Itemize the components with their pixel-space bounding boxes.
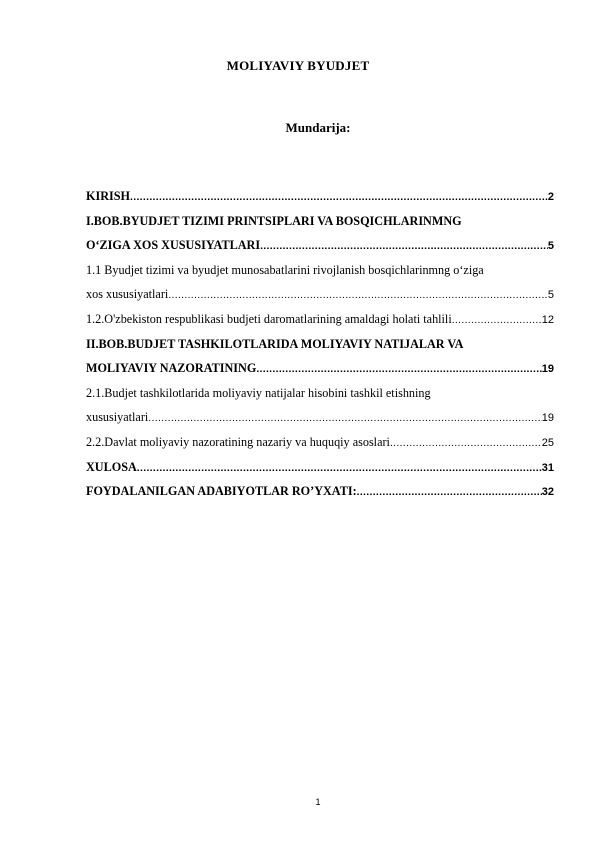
dot-leader [137,456,542,481]
toc-entry-text: FOYDALANILGAN ADABIYOTLAR RO’YXATI: [86,484,357,499]
toc-entry[interactable] [86,258,554,307]
toc-page-number: 12 [541,313,554,326]
toc-entry-text: II.BOB.BUDJET TASHKILOTLARIDA MOLIYAVIY NATIJALAR VA [86,336,464,351]
toc-entry-text: xususiyatlari [86,410,149,425]
dot-leader [452,308,542,333]
dot-leader [130,185,548,210]
toc-page-number: 25 [541,436,554,449]
toc-entry-text: 2.1.Budjet tashkilotlarida moliyaviy natijalar hisobini tashkil etishning [86,385,431,400]
toc-page-number: 5 [547,289,554,302]
dot-leader [260,234,548,259]
toc-entry[interactable] [86,332,554,381]
dot-leader [390,431,542,456]
toc-entry[interactable] [86,381,554,430]
toc-entry[interactable] [86,209,554,258]
toc-page-number: 32 [541,486,554,499]
dot-leader [148,406,541,431]
toc-entry-text: 1.1 Byudjet tizimi va byudjet munosabatlarini rivojlanish bosqichlarinmng o‘ziga [86,262,484,277]
toc-page-number: 5 [547,240,554,253]
toc-page-number: 2 [547,191,554,203]
toc-entry-text: 2.2.Davlat moliyaviy nazoratining nazariy va huquqiy asoslari [86,434,390,449]
toc-entry-text: MOLIYAVIY NAZORATINING [86,361,257,376]
toc-heading: Mundarija: [285,120,351,135]
toc-entry[interactable] [86,479,554,504]
toc-entry-text: 1.2.O'zbekiston respublikasi budjeti daromatlarining amaldagi holati tahlili [86,311,452,326]
dot-leader [357,480,542,505]
toc-entry-text: XULOSA [86,459,137,474]
toc-entry-text: O‘ZIGA XOS XUSUSIYATLARI [86,238,261,253]
toc-entry[interactable] [86,430,554,455]
dot-leader [168,283,548,308]
toc-entry[interactable] [86,184,554,209]
toc-entry-text: KIRISH [86,189,131,203]
toc-page-number: 19 [541,363,554,376]
toc-entry[interactable] [86,455,554,480]
toc-entry[interactable] [86,307,554,332]
toc-entry-text: xos xususiyatlari [86,287,169,302]
toc-entry-text: I.BOB.BYUDJET TIZIMI PRINTSIPLARI VA BOSQICHLARINMNG [86,213,462,228]
page-number: 1 [315,797,321,807]
dot-leader [256,357,541,382]
document-title: MOLIYAVIY BYUDJET [226,58,370,73]
table-of-contents [86,184,554,504]
toc-page-number: 31 [541,461,554,474]
toc-page-number: 19 [541,412,554,425]
